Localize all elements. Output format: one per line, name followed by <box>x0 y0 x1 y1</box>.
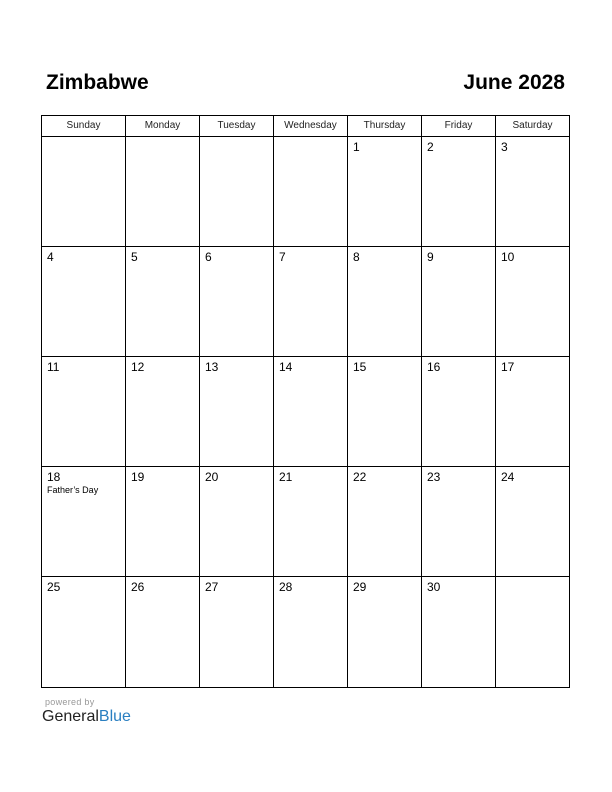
day-number: 23 <box>427 470 441 484</box>
powered-by-label: powered by <box>45 697 95 707</box>
day-number: 29 <box>353 580 367 594</box>
calendar-day-cell <box>348 467 422 577</box>
weekday-sunday: Sunday <box>42 116 126 136</box>
day-number: 9 <box>427 250 434 264</box>
weekday-friday: Friday <box>422 116 496 136</box>
calendar-day-cell <box>348 247 422 357</box>
day-number: 22 <box>353 470 367 484</box>
day-number: 2 <box>427 140 434 154</box>
calendar-day-cell <box>422 467 496 577</box>
calendar-day-cell <box>274 467 348 577</box>
calendar-day-cell <box>42 577 126 687</box>
day-number: 7 <box>279 250 286 264</box>
calendar-day-cell <box>496 577 569 687</box>
calendar-day-cell <box>126 577 200 687</box>
day-number: 4 <box>47 250 54 264</box>
weekday-saturday: Saturday <box>512 120 553 131</box>
day-number: 15 <box>353 360 367 374</box>
calendar-day-cell <box>200 467 274 577</box>
calendar-day-cell <box>422 137 496 247</box>
calendar-day-cell <box>348 577 422 687</box>
weekday-tuesday: Tuesday <box>200 116 274 136</box>
calendar-day-cell <box>496 247 569 357</box>
calendar-day-cell <box>422 247 496 357</box>
calendar-day-cell <box>274 137 348 247</box>
brand-blue-text: Blue <box>98 708 131 725</box>
calendar-day-cell <box>496 137 569 247</box>
calendar-day-cell <box>126 247 200 357</box>
day-number: 3 <box>501 140 508 154</box>
calendar-day-cell <box>126 137 200 247</box>
calendar-day-cell <box>496 467 569 577</box>
calendar-day-cell <box>200 137 274 247</box>
holiday-label: Father’s Day <box>47 485 99 495</box>
day-number: 20 <box>205 470 219 484</box>
month-year-title: June 2028 <box>463 71 565 94</box>
day-number: 24 <box>501 470 515 484</box>
calendar-day-cell <box>42 247 126 357</box>
calendar-weeks <box>42 137 569 687</box>
calendar-day-cell <box>200 577 274 687</box>
calendar-day-cell <box>496 357 569 467</box>
weekday-monday: Monday <box>126 116 200 136</box>
calendar-day-cell <box>126 357 200 467</box>
day-number: 11 <box>47 360 60 374</box>
weekday-wednesday: Wednesday <box>274 116 348 136</box>
calendar-day-cell <box>42 467 126 577</box>
day-number: 14 <box>279 360 293 374</box>
day-number: 30 <box>427 580 441 594</box>
calendar-day-cell <box>348 137 422 247</box>
calendar-day-cell <box>348 357 422 467</box>
day-number: 12 <box>131 360 145 374</box>
day-number: 10 <box>501 250 515 264</box>
calendar-grid <box>41 115 570 688</box>
day-number: 28 <box>279 580 293 594</box>
calendar-day-cell <box>200 247 274 357</box>
calendar-day-cell <box>126 467 200 577</box>
brand-general-text: General <box>42 708 99 725</box>
calendar-day-cell <box>274 357 348 467</box>
country-title: Zimbabwe <box>46 71 149 94</box>
day-number: 26 <box>131 580 145 594</box>
calendar-day-cell <box>422 577 496 687</box>
generalblue-logo <box>42 708 131 726</box>
day-number: 19 <box>131 470 145 484</box>
calendar-day-cell <box>274 577 348 687</box>
weekday-thursday: Thursday <box>348 116 422 136</box>
calendar-day-cell <box>42 357 126 467</box>
day-number: 18 <box>47 470 61 484</box>
day-number: 17 <box>501 360 515 374</box>
calendar-day-cell <box>274 247 348 357</box>
calendar-day-cell <box>422 357 496 467</box>
day-number: 27 <box>205 580 219 594</box>
day-number: 21 <box>279 470 293 484</box>
day-number: 6 <box>205 250 212 264</box>
day-number: 1 <box>353 140 360 154</box>
calendar-day-cell <box>42 137 126 247</box>
day-number: 13 <box>205 360 219 374</box>
weekday-header-row <box>42 116 569 137</box>
day-number: 25 <box>47 580 61 594</box>
day-number: 8 <box>353 250 360 264</box>
day-number: 16 <box>427 360 441 374</box>
day-number: 5 <box>131 250 138 264</box>
calendar-day-cell <box>200 357 274 467</box>
